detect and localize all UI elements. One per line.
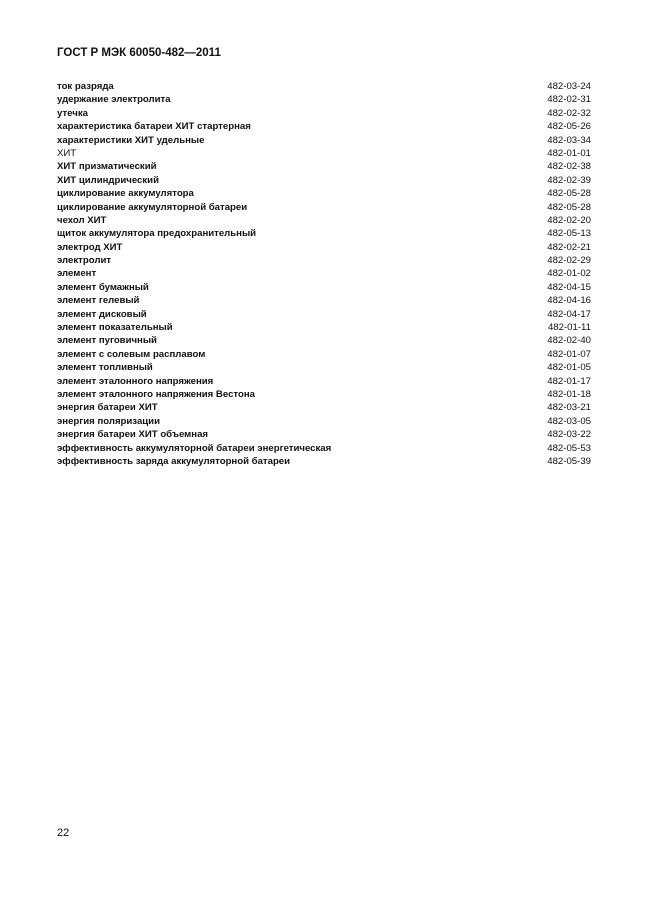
index-code: 482-05-26 [547,121,591,133]
index-code: 482-05-53 [547,442,591,454]
index-code: 482-02-31 [547,94,591,106]
index-entry [57,80,591,93]
index-entry [57,254,591,267]
index-term: циклирование аккумуляторной батареи [57,201,248,213]
index-code: 482-05-28 [547,188,591,200]
index-entry [57,281,591,294]
index-code: 482-03-05 [547,415,591,427]
index-entry [57,361,591,374]
index-code: 482-03-34 [547,134,591,146]
index-code: 482-01-17 [547,375,591,387]
index-entry [57,321,591,334]
index-entry [57,107,591,120]
index-code: 482-01-11 [547,322,591,334]
index-entry [57,428,591,441]
index-code: 482-02-21 [547,241,591,253]
index-entry [57,120,591,133]
index-code: 482-04-16 [547,295,591,307]
index-code: 482-05-28 [547,201,591,213]
index-code: 482-02-20 [547,214,591,226]
index-term: элемент дисковый [57,308,147,320]
index-code: 482-01-07 [547,348,591,360]
index-term: энергия поляризации [57,415,160,427]
index-code: 482-02-38 [547,161,591,173]
index-code: 482-02-29 [547,255,591,267]
index-entry [57,147,591,160]
index-code: 482-02-40 [547,335,591,347]
index-term: электролит [57,255,112,267]
index-entry [57,442,591,455]
index-code: 482-05-13 [547,228,591,240]
index-entry [57,388,591,401]
index-term: характеристика батареи ХИТ стартерная [57,121,251,133]
index-term: элемент топливный [57,362,153,374]
index-term: ХИТ призматический [57,161,157,173]
index-term: эффективность аккумуляторной батареи энергетическая [57,442,332,454]
index-entry [57,401,591,414]
index-term: утечка [57,107,88,119]
index-code: 482-03-22 [547,429,591,441]
index-term: элемент эталонного напряжения Вестона [57,388,255,400]
index-entry [57,415,591,428]
index-term: элемент с солевым расплавом [57,348,206,360]
index-term: энергия батареи ХИТ объемная [57,429,209,441]
index-code: 482-01-18 [547,388,591,400]
index-term: элемент бумажный [57,281,149,293]
index-entry [57,174,591,187]
index-entry [57,455,591,468]
index-term: элемент гелевый [57,295,140,307]
index-entry [57,201,591,214]
index-term: элемент эталонного напряжения [57,375,214,387]
index-entry [57,375,591,388]
index-entry [57,348,591,361]
index-entry [57,187,591,200]
index-term: циклирование аккумулятора [57,188,194,200]
index-code: 482-02-32 [547,107,591,119]
index-entry [57,334,591,347]
index-term: элемент [57,268,97,280]
index-term: элемент пуговичный [57,335,157,347]
index-code: 482-04-15 [547,281,591,293]
document-header: ГОСТ Р МЭК 60050-482—2011 [57,47,221,59]
index-entry [57,241,591,254]
index-term: чехол ХИТ [57,214,107,226]
index-entry [57,294,591,307]
index-code: 482-05-39 [547,455,591,467]
index-entry [57,308,591,321]
index-term: электрод ХИТ [57,241,123,253]
index-code: 482-01-01 [547,147,591,159]
index-entry [57,93,591,106]
index-term: ток разряда [57,81,114,92]
index-code: 482-04-17 [547,308,591,320]
index-term: элемент показательный [57,322,173,334]
index-term: удержание электролита [57,94,171,106]
index-entry [57,227,591,240]
index-term: эффективность заряда аккумуляторной батареи [57,455,291,467]
index-entry [57,160,591,173]
index-term: характеристики ХИТ удельные [57,134,205,146]
index-code: 482-02-39 [547,174,591,186]
index-term: энергия батареи ХИТ [57,402,158,414]
term-index-list [57,80,591,468]
index-code: 482-03-24 [547,81,591,92]
index-code: 482-01-05 [547,362,591,374]
index-entry [57,267,591,280]
index-code: 482-03-21 [547,402,591,414]
index-entry [57,134,591,147]
index-term: ХИТ цилиндрический [57,174,159,186]
index-code: 482-01-02 [547,268,591,280]
index-term: щиток аккумулятора предохранительный [57,228,257,240]
index-entry [57,214,591,227]
index-term: ХИТ [57,147,77,159]
page-number: 22 [57,827,70,839]
